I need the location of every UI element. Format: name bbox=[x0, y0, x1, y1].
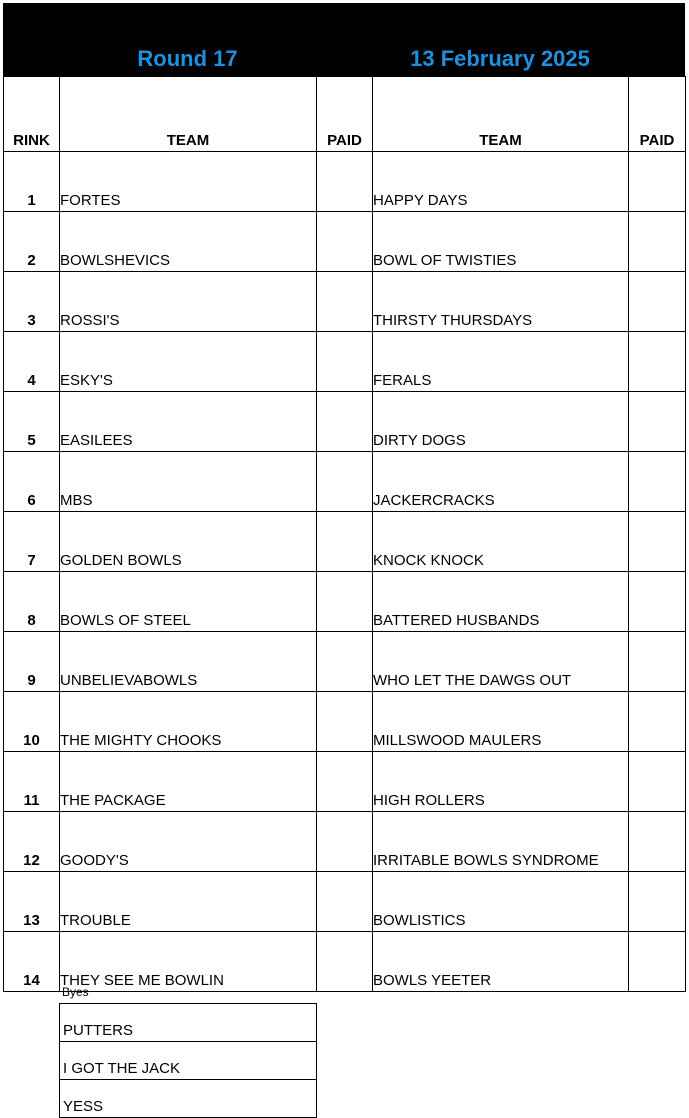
rink-column-header: RINK bbox=[4, 77, 60, 152]
table-row bbox=[4, 272, 686, 332]
round-title: Round 17 bbox=[137, 46, 238, 71]
table-row bbox=[4, 452, 686, 512]
paid2-cell[interactable] bbox=[629, 572, 686, 632]
header-row bbox=[4, 77, 686, 152]
paid2-cell[interactable] bbox=[629, 272, 686, 332]
rink-number: 1 bbox=[4, 152, 60, 212]
rink-number: 8 bbox=[4, 572, 60, 632]
team1-cell: GOLDEN BOWLS bbox=[60, 512, 317, 572]
paid2-cell[interactable] bbox=[629, 152, 686, 212]
table-row bbox=[4, 872, 686, 932]
draw-table bbox=[3, 76, 686, 992]
team2-cell: WHO LET THE DAWGS OUT bbox=[373, 632, 629, 692]
paid2-cell[interactable] bbox=[629, 512, 686, 572]
team2-cell: FERALS bbox=[373, 332, 629, 392]
rink-number: 6 bbox=[4, 452, 60, 512]
team1-cell: THE MIGHTY CHOOKS bbox=[60, 692, 317, 752]
byes-table bbox=[59, 1003, 317, 1118]
paid1-column-header: PAID bbox=[317, 77, 373, 152]
paid2-cell[interactable] bbox=[629, 332, 686, 392]
byes-label: Byes bbox=[62, 985, 89, 999]
date-title: 13 February 2025 bbox=[410, 46, 590, 71]
team2-cell: BOWLS YEETER bbox=[373, 932, 629, 992]
table-row bbox=[4, 212, 686, 272]
team2-cell: BATTERED HUSBANDS bbox=[373, 572, 629, 632]
team1-column-header: TEAM bbox=[60, 77, 317, 152]
table-row bbox=[4, 332, 686, 392]
team2-cell: HAPPY DAYS bbox=[373, 152, 629, 212]
team2-cell: DIRTY DOGS bbox=[373, 392, 629, 452]
paid1-cell[interactable] bbox=[317, 332, 373, 392]
paid2-cell[interactable] bbox=[629, 932, 686, 992]
team1-cell: ROSSI'S bbox=[60, 272, 317, 332]
rink-number: 4 bbox=[4, 332, 60, 392]
rink-number: 11 bbox=[4, 752, 60, 812]
paid1-cell[interactable] bbox=[317, 932, 373, 992]
table-row bbox=[4, 632, 686, 692]
rink-number: 5 bbox=[4, 392, 60, 452]
paid1-cell[interactable] bbox=[317, 632, 373, 692]
paid1-cell[interactable] bbox=[317, 692, 373, 752]
paid1-cell[interactable] bbox=[317, 512, 373, 572]
team1-cell: MBS bbox=[60, 452, 317, 512]
paid2-cell[interactable] bbox=[629, 392, 686, 452]
paid1-cell[interactable] bbox=[317, 272, 373, 332]
paid1-cell[interactable] bbox=[317, 812, 373, 872]
rink-number: 2 bbox=[4, 212, 60, 272]
paid1-cell[interactable] bbox=[317, 572, 373, 632]
paid2-cell[interactable] bbox=[629, 632, 686, 692]
team2-cell: BOWL OF TWISTIES bbox=[373, 212, 629, 272]
team1-cell: ESKY'S bbox=[60, 332, 317, 392]
paid1-cell[interactable] bbox=[317, 152, 373, 212]
paid2-cell[interactable] bbox=[629, 212, 686, 272]
table-row bbox=[4, 512, 686, 572]
team1-cell: BOWLSHEVICS bbox=[60, 212, 317, 272]
paid1-cell[interactable] bbox=[317, 752, 373, 812]
rink-number: 12 bbox=[4, 812, 60, 872]
team1-cell: GOODY'S bbox=[60, 812, 317, 872]
table-row bbox=[4, 752, 686, 812]
team1-cell: TROUBLE bbox=[60, 872, 317, 932]
paid2-cell[interactable] bbox=[629, 452, 686, 512]
team1-cell: UNBELIEVABOWLS bbox=[60, 632, 317, 692]
rink-number: 10 bbox=[4, 692, 60, 752]
team1-cell: FORTES bbox=[60, 152, 317, 212]
bye-row bbox=[60, 1080, 317, 1118]
team2-cell: MILLSWOOD MAULERS bbox=[373, 692, 629, 752]
table-row bbox=[4, 812, 686, 872]
rink-number: 13 bbox=[4, 872, 60, 932]
bye-row bbox=[60, 1042, 317, 1080]
paid2-cell[interactable] bbox=[629, 872, 686, 932]
rink-number: 9 bbox=[4, 632, 60, 692]
paid2-column-header: PAID bbox=[629, 77, 686, 152]
table-row bbox=[4, 572, 686, 632]
paid1-cell[interactable] bbox=[317, 452, 373, 512]
team2-cell: HIGH ROLLERS bbox=[373, 752, 629, 812]
paid1-cell[interactable] bbox=[317, 872, 373, 932]
team2-cell: KNOCK KNOCK bbox=[373, 512, 629, 572]
table-row bbox=[4, 692, 686, 752]
paid1-cell[interactable] bbox=[317, 212, 373, 272]
bye-team: PUTTERS bbox=[60, 1004, 317, 1042]
paid2-cell[interactable] bbox=[629, 692, 686, 752]
team2-cell: BOWLISTICS bbox=[373, 872, 629, 932]
rink-number: 3 bbox=[4, 272, 60, 332]
table-row bbox=[4, 932, 686, 992]
bye-row bbox=[60, 1004, 317, 1042]
table-row bbox=[4, 152, 686, 212]
team1-cell: THEY SEE ME BOWLIN bbox=[60, 932, 317, 992]
team1-cell: EASILEES bbox=[60, 392, 317, 452]
bye-team: YESS bbox=[60, 1080, 317, 1118]
team2-cell: JACKERCRACKS bbox=[373, 452, 629, 512]
team2-cell: THIRSTY THURSDAYS bbox=[373, 272, 629, 332]
table-row bbox=[4, 392, 686, 452]
rink-number: 7 bbox=[4, 512, 60, 572]
team2-column-header: TEAM bbox=[373, 77, 629, 152]
team2-cell: IRRITABLE BOWLS SYNDROME bbox=[373, 812, 629, 872]
bye-team: I GOT THE JACK bbox=[60, 1042, 317, 1080]
team1-cell: THE PACKAGE bbox=[60, 752, 317, 812]
rink-number: 14 bbox=[4, 932, 60, 992]
team1-cell: BOWLS OF STEEL bbox=[60, 572, 317, 632]
paid2-cell[interactable] bbox=[629, 812, 686, 872]
paid2-cell[interactable] bbox=[629, 752, 686, 812]
paid1-cell[interactable] bbox=[317, 392, 373, 452]
